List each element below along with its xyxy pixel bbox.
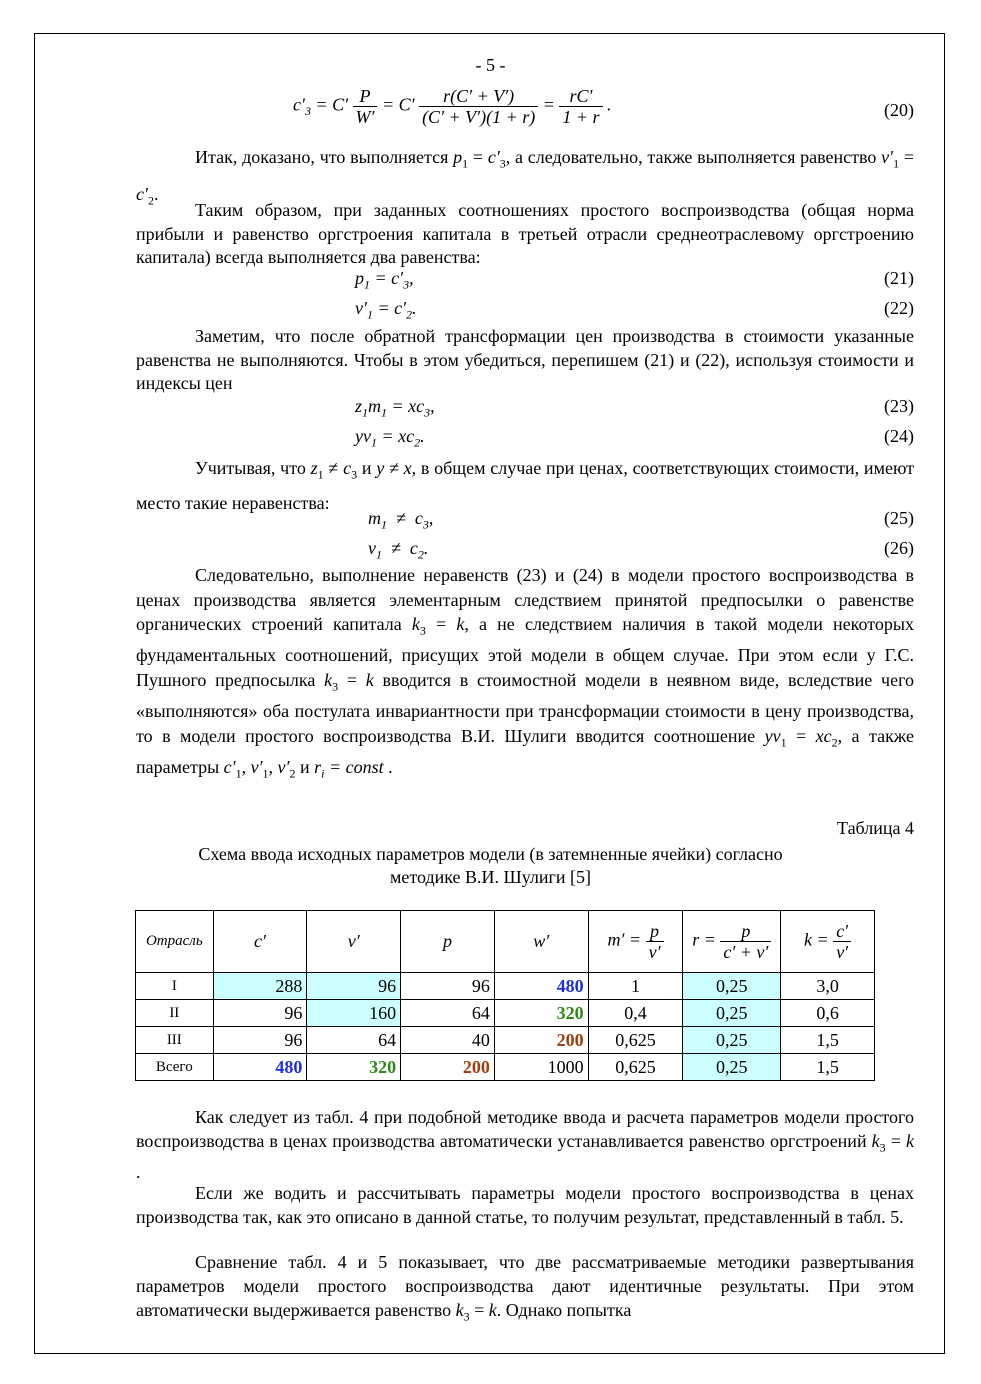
row-label: Всего (136, 1054, 214, 1081)
cell-k: 1,5 (781, 1027, 875, 1054)
cell-w: 1000 (494, 1054, 588, 1081)
paragraph-6: Как следует из табл. 4 при подобной методике ввода и расчета параметров модели простого воспроизводства в ценах производства автоматически устанавливается равенство оргстроений $k_3 = k$ . (136, 1107, 914, 1182)
row-label: I (136, 973, 214, 1000)
cell-v: 96 (307, 973, 401, 1000)
table-row (136, 973, 875, 1000)
equation-number-21: (21) (884, 268, 914, 288)
header-v: v′ (307, 911, 401, 973)
paragraph-3: Заметим, что после обратной трансформации цен производства в стоимости указанные равенства не выполняются. Чтобы в этом убедиться, перепишем (21) и (22), используя стоимости и индексы цен (136, 326, 914, 393)
table-row (136, 1000, 875, 1027)
paragraph-2: Таким образом, при заданных соотношениях простого воспроизводства (общая норма прибыли и равенство оргстроения капитала в третьей отрасли среднеотраслевому оргстроению капитала) всегда выполняется два равенства: (136, 200, 914, 267)
header-industry: Отрасль (136, 911, 214, 973)
equation-number-23: (23) (884, 396, 914, 416)
cell-v: 160 (307, 1000, 401, 1027)
cell-c: 288 (213, 973, 307, 1000)
equation-24: $yv_1 = xc_2$. (355, 426, 425, 450)
cell-k: 0,6 (781, 1000, 875, 1027)
paragraph-5: Следовательно, выполнение неравенств (23) и (24) в модели простого воспроизводства в ценах производства является элементарным следствием принятой предпосылки о равенстве органических строений капитала $k_3 = k$, а не следствием наличия в такой модели некоторых фундаментальных соотношений, присущих этой модели в общем случае. При этом если у Г.С. Пушного предпосылка $k_3 = k$ вводится в стоимостной модели в неявном виде, вследствие чего «выполняются» оба постулата инвариантности при трансформации стоимости в цену производства, то в модели простого воспроизводства В.И. Шулиги вводится соотношение $yv_1 = xc_2$, а также параметры $c'_1$, $v'_1$, $v'_2$ и $r_i$ = const . (136, 565, 915, 781)
cell-r: 0,25 (683, 1054, 781, 1081)
paragraph-8: Сравнение табл. 4 и 5 показывает, что две рассматриваемые методики развертывания параметров модели простого воспроизводства дают идентичные результаты. При этом автоматически выдерживается равенство $k_3 = k$. Однако попытка (136, 1252, 914, 1324)
paragraph-7: Если же водить и рассчитывать параметры модели простого воспроизводства в ценах производства так, как это описано в данной статье, то получим результат, представленный в табл. 5. (136, 1183, 914, 1227)
equation-25: $m_1 \ne c_3$, (368, 508, 434, 532)
cell-k: 3,0 (781, 973, 875, 1000)
equation-number-26: (26) (884, 538, 914, 558)
table-row (136, 1027, 875, 1054)
equation-21: $p_1 = c'_3$, (355, 268, 414, 292)
page-number: - 5 - (475, 55, 506, 75)
cell-p: 64 (401, 1000, 495, 1027)
cell-r: 0,25 (683, 1027, 781, 1054)
cell-v: 64 (307, 1027, 401, 1054)
cell-v: 320 (307, 1054, 401, 1081)
cell-w: 320 (494, 1000, 588, 1027)
cell-m: 1 (588, 973, 683, 1000)
header-k: k = $\frac{c'}{v'}$ (781, 911, 875, 973)
row-label: III (136, 1027, 214, 1054)
cell-r: 0,25 (683, 973, 781, 1000)
header-c: c′ (213, 911, 307, 973)
equation-23: $z_1m_1 = xc_3$, (355, 396, 435, 420)
equation-number-25: (25) (884, 508, 914, 528)
table-header-row (136, 911, 875, 973)
equation-number-22: (22) (884, 298, 914, 318)
cell-p: 96 (401, 973, 495, 1000)
equation-26: $v_1 \ne c_2$. (368, 538, 429, 562)
header-r: r = $\frac{p}{c' + v'}$ (683, 911, 781, 973)
equation-number-20: (20) (884, 100, 914, 120)
header-p: p (401, 911, 495, 973)
table-row-total (136, 1054, 875, 1081)
equation-22: $v'_1 = c'_2$. (355, 298, 417, 322)
cell-m: 0,625 (588, 1054, 683, 1081)
cell-w: 200 (494, 1027, 588, 1054)
cell-m: 0,625 (588, 1027, 683, 1054)
cell-p: 40 (401, 1027, 495, 1054)
cell-p: 200 (401, 1054, 495, 1081)
cell-m: 0,4 (588, 1000, 683, 1027)
table-number: Таблица 4 (837, 818, 914, 838)
cell-w: 480 (494, 973, 588, 1000)
cell-r: 0,25 (683, 1000, 781, 1027)
header-m: m′ = $\frac{p}{v'}$ (588, 911, 683, 973)
cell-k: 1,5 (781, 1054, 875, 1081)
equation-20: $c'_3 = C'$ $\frac{P}{W'}$ = C′ $\frac{r(C' + V')}{(C' + V')(1 + r)}$ = $\frac{rC'}{1 + r}$ . (293, 86, 612, 127)
cell-c: 96 (213, 1027, 307, 1054)
header-w: w′ (494, 911, 588, 973)
paragraph-1: Итак, доказано, что выполняется $p_1 = c'_3$, а следовательно, также выполняется равенство $v'_1 = c'_2$. (136, 147, 915, 208)
row-label: II (136, 1000, 214, 1027)
equation-number-24: (24) (884, 426, 914, 446)
cell-c: 96 (213, 1000, 307, 1027)
table-4 (135, 910, 875, 1081)
table-caption-line-1: Схема ввода исходных параметров модели (в затемненные ячейки) согласно (198, 844, 783, 864)
cell-c: 480 (213, 1054, 307, 1081)
paragraph-4: Учитывая, что $z_1 \ne c_3$ и y ≠ x, в общем случае при ценах, соответствующих стоимости, имеют место такие неравенства: (136, 458, 915, 513)
table-caption-line-2: методике В.И. Шулиги [5] (389, 867, 592, 887)
